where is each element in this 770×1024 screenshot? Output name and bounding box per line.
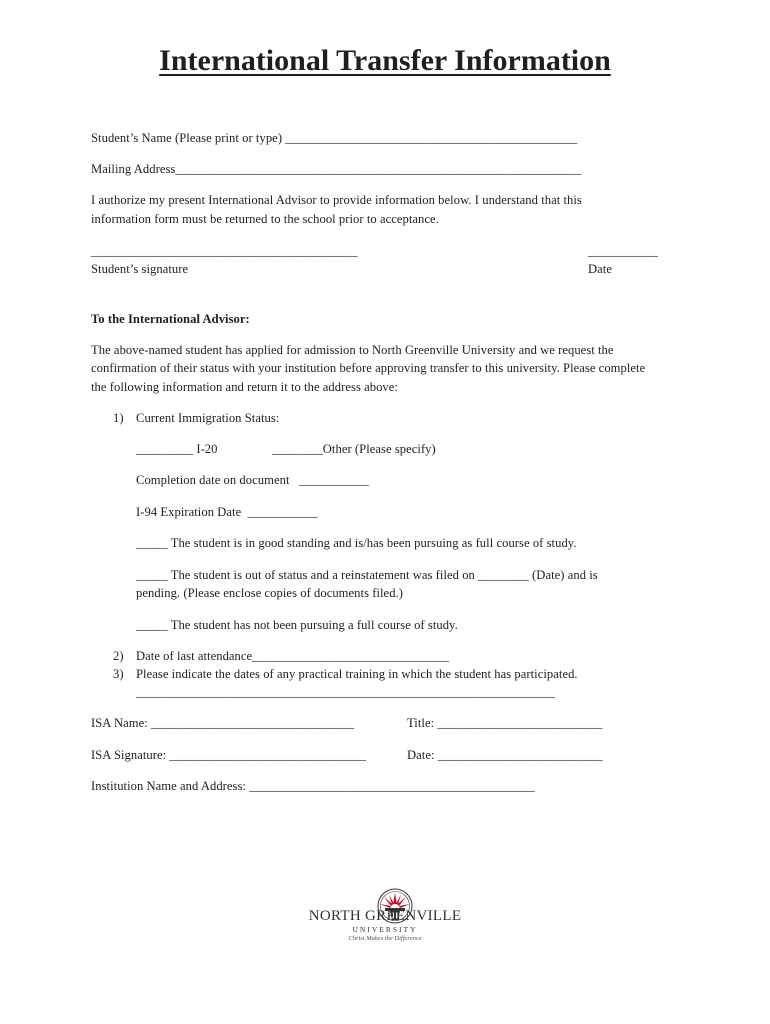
isa-title-field[interactable]: Title: __________________________ [407,716,603,730]
out-of-status-field[interactable]: _____ The student is out of status and a reinstatement was filed on ________ (Date) and is [136,568,598,582]
practical-training-field[interactable]: __________________________________________________________________ [136,685,555,699]
out-of-status-note: pending. (Please enclose copies of documents filed.) [136,586,403,600]
good-standing-field[interactable]: _____ The student is in good standing and is/has been pursuing as full course of study. [136,536,577,550]
logo-subtitle: UNIVERSITY [352,925,418,934]
item2-number: 2) [113,649,124,663]
student-name-field[interactable]: Student’s Name (Please print or type) ______________________________________________ [91,131,578,145]
advisor-paragraph-line1: The above-named student has applied for admission to North Greenville University and we request the [91,343,614,357]
isa-name-field[interactable]: ISA Name: ________________________________ [91,716,355,730]
advisor-heading: To the International Advisor: [91,312,250,326]
logo-name: NORTH GREENVILLE [308,908,462,924]
student-signature-line[interactable]: __________________________________________ [91,244,358,258]
isa-date-field[interactable]: Date: __________________________ [407,748,603,762]
isa-signature-field[interactable]: ISA Signature: _______________________________ [91,748,367,762]
authorization-text-line1: I authorize my present International Advisor to provide information below. I understand that this [91,193,582,207]
item1-number: 1) [113,411,124,425]
last-attendance-field[interactable]: Date of last attendance_______________________________ [136,649,449,663]
item3-number: 3) [113,667,124,681]
page-title: International Transfer Information [159,44,611,77]
signature-date-label: Date [588,262,612,276]
practical-training-label: Please indicate the dates of any practical training in which the student has participated. [136,667,578,681]
student-signature-label: Student’s signature [91,262,189,276]
not-pursuing-field[interactable]: _____ The student has not been pursuing a full course of study. [136,618,458,632]
immigration-status-label: Current Immigration Status: [136,411,280,425]
logo-tagline: Christ Makes the Difference [348,935,422,942]
advisor-paragraph-line3: the following information and return it to the address above: [91,380,398,394]
completion-date-field[interactable]: Completion date on document ___________ [136,473,369,487]
i94-expiration-field[interactable]: I-94 Expiration Date ___________ [136,505,318,519]
i20-option-field[interactable]: _________ I-20 [136,442,218,456]
advisor-paragraph-line2: confirmation of their status with your institution before approving transfer to this university. Please complete [91,361,646,375]
mailing-address-field[interactable]: Mailing Address________________________________________________________________ [91,162,582,176]
signature-date-line[interactable]: ___________ [588,244,658,258]
authorization-text-line2: information form must be returned to the school prior to acceptance. [91,212,439,226]
institution-field[interactable]: Institution Name and Address: _____________________________________________ [91,779,535,793]
other-status-field[interactable]: ________Other (Please specify) [272,442,436,456]
